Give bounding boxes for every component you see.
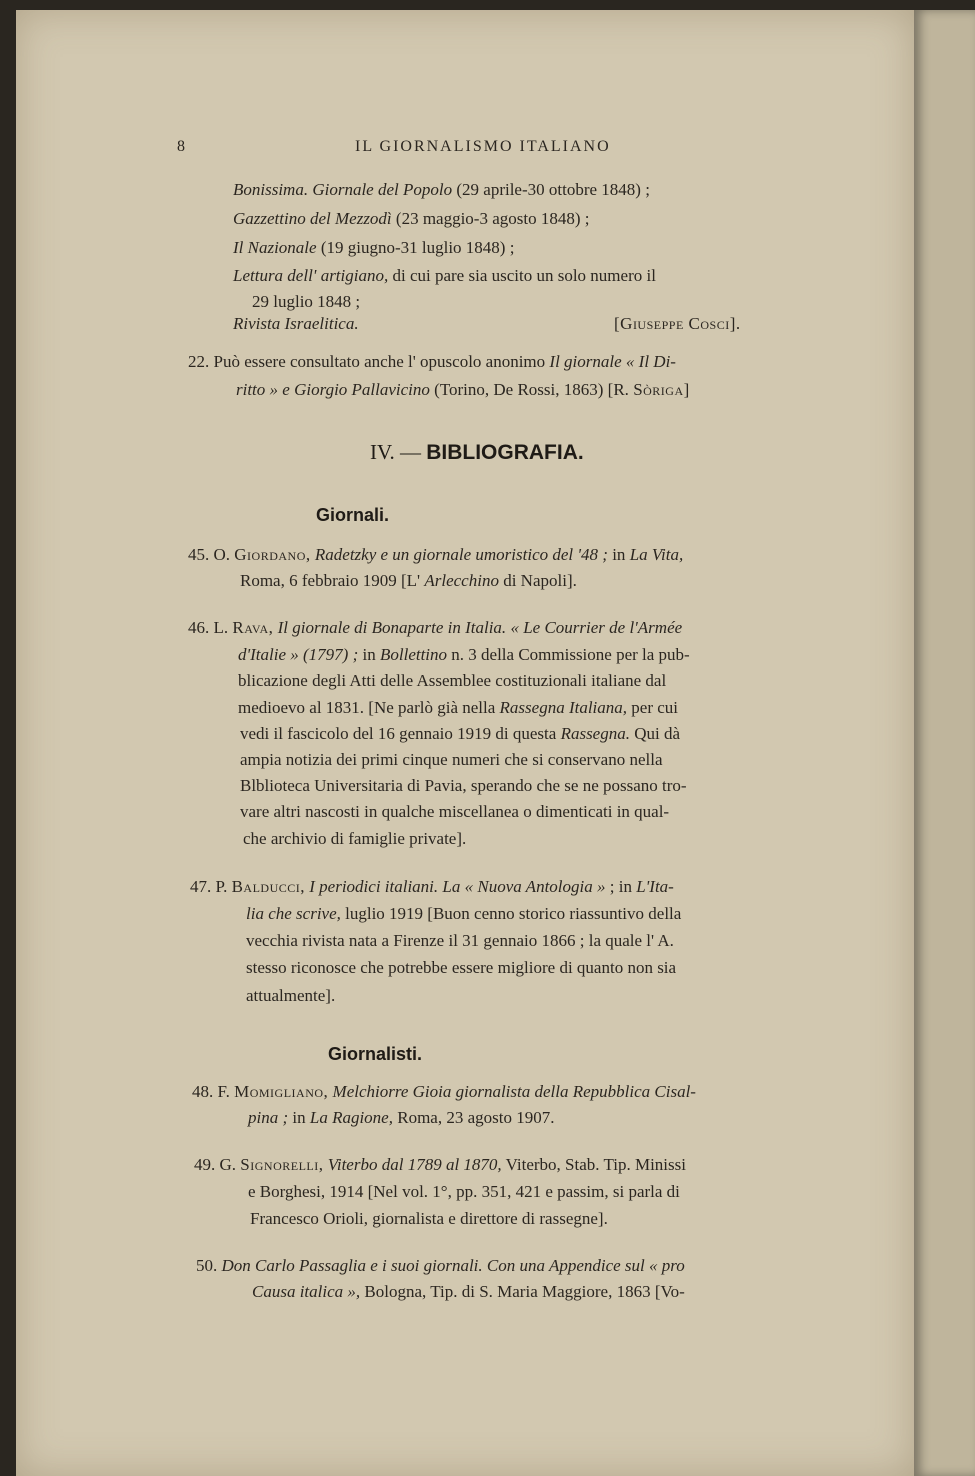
entry-47-line-4: stesso riconosce che potrebbe essere migliore di quanto non sia [246, 958, 677, 977]
note-22-line-2: ritto » e Giorgio Pallavicino (Torino, De Rossi, 1863) [R. Sòriga] [236, 380, 690, 399]
entry-48-line-2: pina ; in La Ragione, Roma, 23 agosto 1907. [248, 1108, 555, 1127]
facing-page-edge [914, 10, 975, 1476]
continuation-line-3: Il Nazionale (19 giugno-31 luglio 1848) ; [233, 238, 515, 257]
entry-47-line-2: lia che scrive, luglio 1919 [Buon cenno storico riassuntivo della [246, 904, 682, 923]
running-title: IL GIORNALISMO ITALIANO [355, 138, 611, 155]
entry-46-line-3: blicazione degli Atti delle Assemblee costituzionali italiane dal [238, 671, 667, 690]
entry-46-line-8: vare altri nascosti in qualche miscellanea o dimenticati in qual- [240, 802, 670, 821]
continuation-line-1: Bonissima. Giornale del Popolo (29 aprile-30 ottobre 1848) ; [233, 180, 650, 199]
section-heading: IV. — BIBLIOGRAFIA. [370, 440, 584, 464]
continuation-line-5: 29 luglio 1848 ; [252, 292, 361, 311]
entry-50-line-1: 50. Don Carlo Passaglia e i suoi giornali. Con una Appendice sul « pro [196, 1256, 685, 1275]
entry-46-line-4: medioevo al 1831. [Ne parlò già nella Rassegna Italiana, per cui [238, 698, 679, 717]
signature-cosci: [Giuseppe Cosci]. [614, 314, 741, 333]
entry-46-line-7: Blblioteca Universitaria di Pavia, sperando che se ne possano tro- [240, 776, 687, 795]
entry-50-line-2: Causa italica », Bologna, Tip. di S. Maria Maggiore, 1863 [Vo- [252, 1282, 685, 1301]
entry-45-line-1: 45. O. Giordano, Radetzky e un giornale umoristico del '48 ; in La Vita, [188, 545, 684, 564]
subsection-giornali: Giornali. [316, 505, 390, 525]
entry-46-line-5: vedi il fascicolo del 16 gennaio 1919 di questa Rassegna. Qui dà [240, 724, 681, 743]
entry-46-line-9: che archivio di famiglie private]. [243, 829, 467, 848]
note-22-line-1: 22. Può essere consultato anche l' opuscolo anonimo Il giornale « Il Di- [188, 352, 676, 371]
entry-48-line-1: 48. F. Momigliano, Melchiorre Gioia giornalista della Repubblica Cisal- [192, 1082, 696, 1101]
entry-46-line-2: d'Italie » (1797) ; in Bollettino n. 3 della Commissione per la pub- [238, 645, 690, 664]
continuation-line-4: Lettura dell' artigiano, di cui pare sia uscito un solo numero il [233, 266, 656, 285]
entry-47-line-1: 47. P. Balducci, I periodici italiani. La « Nuova Antologia » ; in L'Ita- [190, 877, 674, 896]
page-number: 8 [177, 138, 187, 155]
entry-45-line-2: Roma, 6 febbraio 1909 [L' Arlecchino di Napoli]. [240, 571, 577, 590]
entry-46-line-1: 46. L. Rava, Il giornale di Bonaparte in Italia. « Le Courrier de l'Armée [188, 618, 683, 637]
entry-46-line-6: ampia notizia dei primi cinque numeri che si conservano nella [240, 750, 663, 769]
entry-49-line-1: 49. G. Signorelli, Viterbo dal 1789 al 1870, Viterbo, Stab. Tip. Minissi [194, 1155, 686, 1174]
entry-49-line-3: Francesco Orioli, giornalista e direttore di rassegne]. [250, 1209, 608, 1228]
continuation-line-2: Gazzettino del Mezzodì (23 maggio-3 agosto 1848) ; [233, 209, 590, 228]
entry-49-line-2: e Borghesi, 1914 [Nel vol. 1°, pp. 351, 421 e passim, si parla di [248, 1182, 680, 1201]
entry-47-line-5: attualmente]. [246, 986, 336, 1005]
entry-47-line-3: vecchia rivista nata a Firenze il 31 gennaio 1866 ; la quale l' A. [246, 931, 674, 950]
subsection-giornalisti: Giornalisti. [328, 1044, 423, 1064]
continuation-line-6: Rivista Israelitica. [233, 314, 359, 333]
